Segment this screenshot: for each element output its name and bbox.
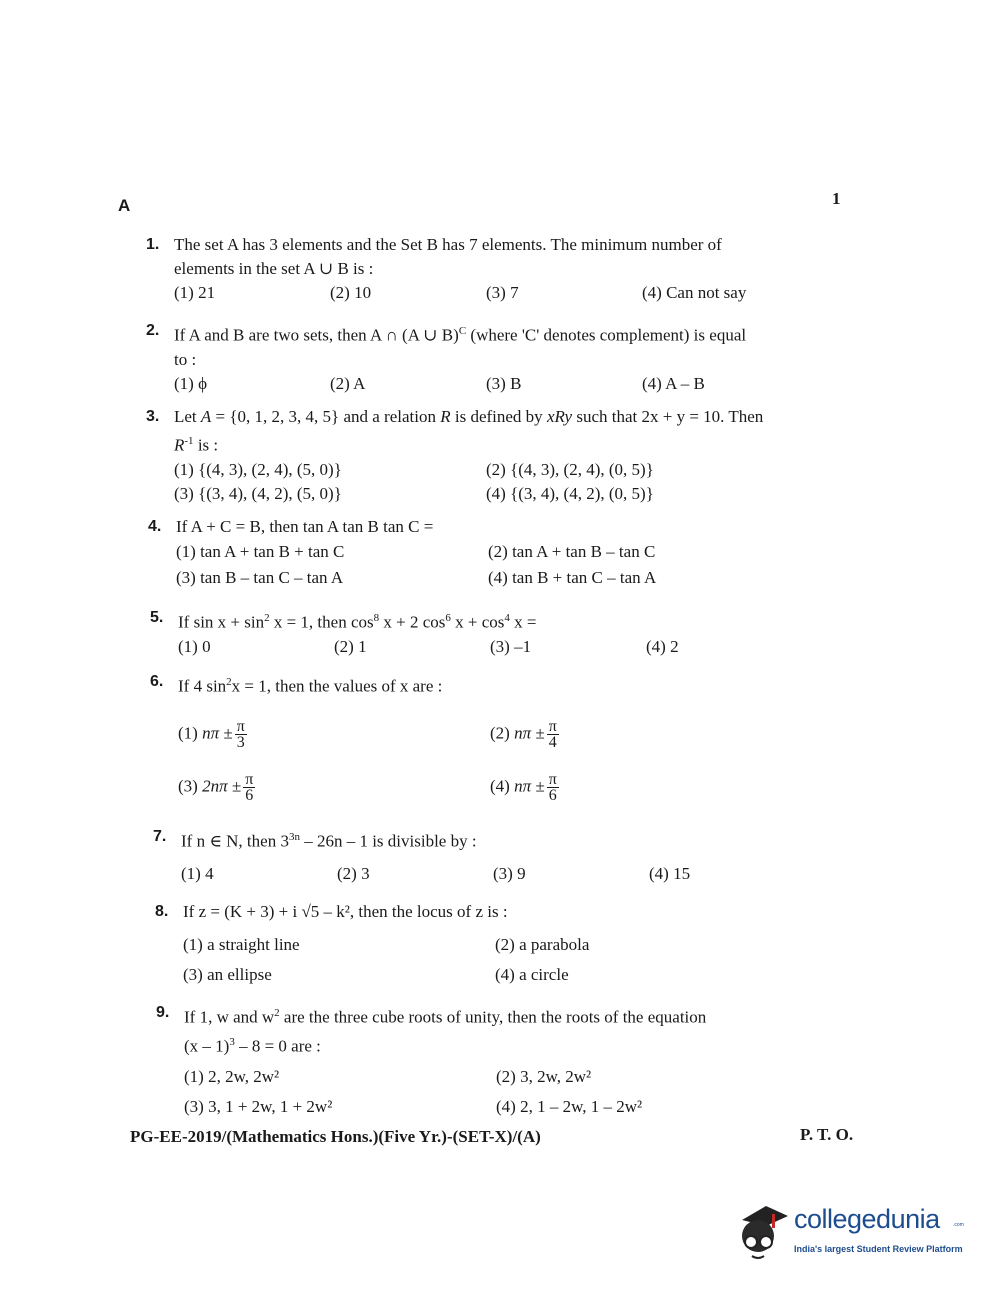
question-text-cont: $R^{-1}$ is :	[174, 435, 219, 455]
question-6	[150, 670, 840, 803]
logo-tagline: India's largest Student Review Platform	[794, 1244, 963, 1254]
question-3	[146, 405, 836, 506]
question-number: 3.	[146, 408, 160, 425]
footer-pto: P. T. O.	[800, 1125, 854, 1144]
option-2: (2) {(4, 3), (2, 4), (0, 5)}	[486, 459, 654, 479]
option-3: (3) 7	[486, 283, 519, 302]
option-3: (3) 3, 1 + 2w, 1 + 2w²	[184, 1097, 333, 1117]
option-4: (4) Can not say	[642, 283, 747, 302]
question-1	[146, 233, 836, 305]
question-2	[146, 319, 836, 396]
question-text: If 1, w and $w^2$ are the three cube roots of unity, then the roots of the equation	[184, 1007, 707, 1027]
option-4: (4) 2, 1 – 2w, 1 – 2w²	[496, 1097, 643, 1117]
question-4	[148, 515, 838, 591]
logo-wordmark: collegedunia	[794, 1204, 940, 1234]
option-4: (4) {(3, 4), (4, 2), (0, 5)}	[486, 483, 654, 503]
question-number: 6.	[150, 673, 164, 690]
question-text: If n ∈ N, then $3^{3n} - 26n - 1$ is divisible by :	[181, 831, 477, 851]
option-3: (3) 2nπ ± $\frac{\pi}{6}$	[178, 770, 254, 804]
question-text: If A + C = B, then tan A tan B tan C =	[176, 517, 434, 536]
option-1: (1) 0	[178, 636, 211, 656]
option-2: (2) A	[330, 373, 366, 393]
question-number: 5.	[150, 609, 164, 626]
option-1: (1) 4	[181, 863, 214, 883]
option-3: (3) 9	[493, 863, 526, 883]
question-9	[156, 1001, 846, 1122]
option-2: (2) 10	[330, 283, 372, 302]
option-4: (4) nπ ± $\frac{\pi}{6}$	[490, 770, 557, 804]
option-2: (2) tan A + tan B – tan C	[488, 542, 656, 561]
option-4: (4) tan B + tan C – tan A	[488, 568, 657, 587]
option-4: (4) 2	[646, 636, 679, 656]
option-2: (2) a parabola	[495, 935, 590, 954]
option-1: (1) 2, 2w, 2w²	[184, 1067, 280, 1087]
option-4: (4) a circle	[495, 965, 569, 984]
option-3: (3) an ellipse	[183, 965, 272, 984]
question-text: Let A = {0, 1, 2, 3, 4, 5} and a relation R is defined by xRy such that 2x + y = 10. Then	[174, 407, 764, 426]
question-7	[153, 825, 843, 886]
option-3: (3) B	[486, 373, 522, 393]
option-1: (1) ϕ	[174, 373, 208, 393]
question-text: The set A has 3 elements and the Set B has 7 elements. The minimum number of	[174, 235, 722, 254]
question-number: 8.	[155, 903, 169, 920]
option-1: (1) a straight line	[183, 935, 300, 954]
option-3: (3) {(3, 4), (4, 2), (5, 0)}	[174, 483, 342, 503]
question-number: 2.	[146, 322, 160, 339]
option-2: (2) nπ ± $\frac{\pi}{4}$	[490, 717, 557, 751]
logo-domain: .com	[953, 1222, 964, 1228]
option-4: (4) 15	[649, 863, 691, 883]
question-text: If z = (K + 3) + i √5 – k², then the locus of z is :	[183, 902, 508, 921]
option-2: (2) 3, 2w, 2w²	[496, 1067, 592, 1087]
set-code: A	[118, 196, 131, 215]
option-4: (4) A – B	[642, 373, 705, 393]
option-1: (1) tan A + tan B + tan C	[176, 542, 345, 561]
question-text: If 4 $\sin^2x = 1$, then the values of x are :	[178, 676, 443, 696]
option-1: (1) {(4, 3), (2, 4), (5, 0)}	[174, 459, 342, 479]
option-2: (2) 3	[337, 863, 370, 883]
question-number: 9.	[156, 1004, 170, 1021]
question-number: 4.	[148, 518, 162, 535]
question-text-cont: to :	[174, 349, 197, 369]
question-text-cont: elements in the set A ∪ B is :	[174, 259, 374, 278]
option-2: (2) 1	[334, 636, 367, 656]
question-8	[155, 900, 845, 990]
question-text-cont: (x – 1)$^3$ – 8 = 0 are :	[184, 1035, 321, 1056]
question-number: 7.	[153, 828, 167, 845]
question-text: If A and B are two sets, then A ∩ (A ∪ B)$^C$ (where 'C' denotes complement) is equal	[174, 325, 747, 345]
footer-paper-code: PG-EE-2019/(Mathematics Hons.)(Five Yr.)-(SET-X)/(A)	[130, 1127, 541, 1146]
question-text: If $\sin x + \sin^2 x = 1$, then $\cos^8 x + 2$ $\cos^6 x + \cos^4 x$ =	[178, 612, 537, 632]
option-3: (3) –1	[490, 636, 532, 656]
option-1: (1) nπ ± $\frac{\pi}{3}$	[178, 717, 245, 751]
option-3: (3) tan B – tan C – tan A	[176, 568, 344, 587]
page-number: 1	[832, 189, 841, 208]
option-1: (1) 21	[174, 283, 216, 302]
question-number: 1.	[146, 236, 160, 253]
question-5	[150, 606, 840, 659]
